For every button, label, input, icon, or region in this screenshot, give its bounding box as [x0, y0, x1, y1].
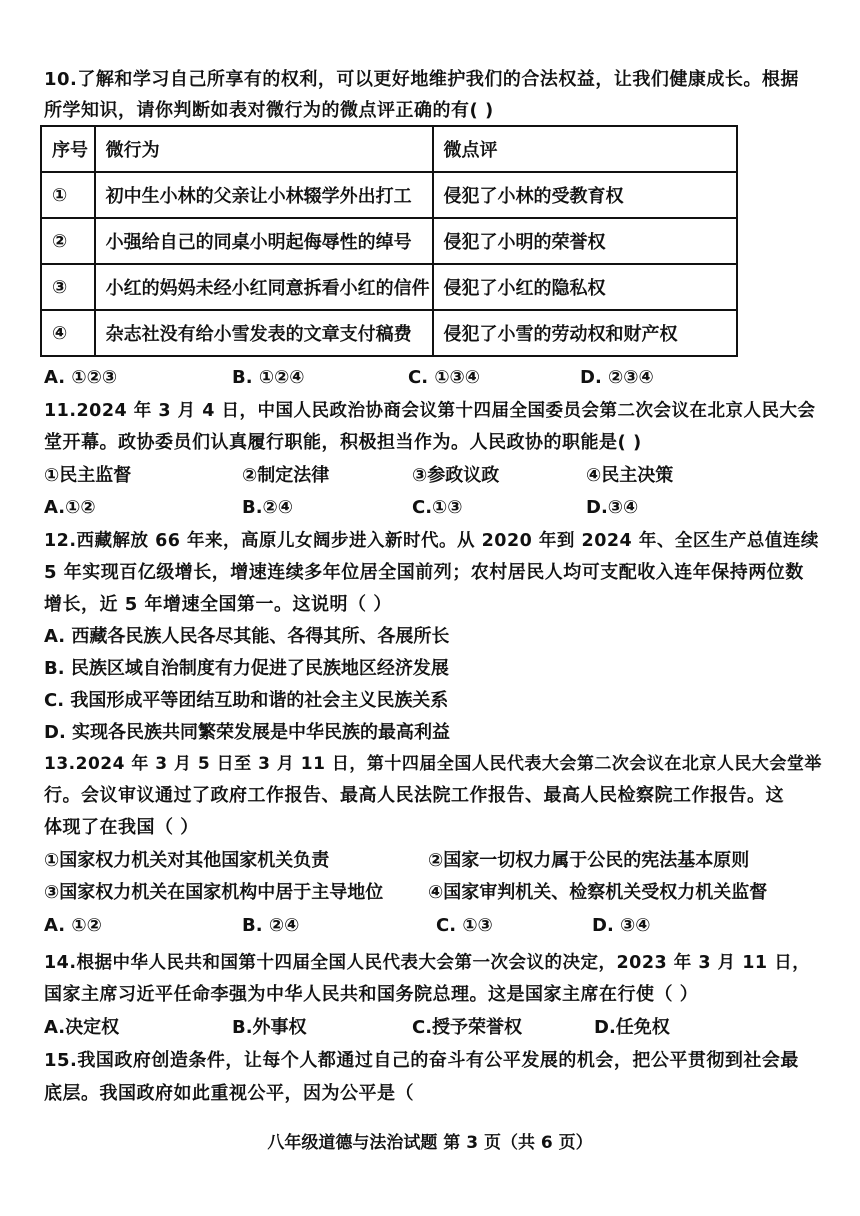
table-row — [41, 264, 737, 310]
q12-stem-line3: 增长，近 5 年增速全国第一。这说明（ ） — [44, 594, 392, 615]
row-comment: 侵犯了小红的隐私权 — [433, 264, 737, 310]
row-index: ① — [41, 172, 95, 218]
table-row — [41, 172, 737, 218]
q11-option-a: A.①② — [44, 497, 96, 518]
q13-option-b: B. ②④ — [242, 915, 300, 936]
q11-item-3: ③参政议政 — [412, 465, 500, 486]
header-comment: 微点评 — [433, 126, 737, 172]
q14-option-d: D.任免权 — [594, 1017, 670, 1038]
q12-option-b: B. 民族区域自治制度有力促进了民族地区经济发展 — [44, 658, 449, 679]
row-comment: 侵犯了小明的荣誉权 — [433, 218, 737, 264]
q15-stem-line2: 底层。我国政府如此重视公平，因为公平是（ — [44, 1083, 414, 1104]
q12-stem-line2: 5 年实现百亿级增长，增速连续多年位居全国前列；农村居民人均可支配收入连年保持两位数 — [44, 562, 804, 583]
row-index: ② — [41, 218, 95, 264]
q13-stem-line1: 13.2024 年 3 月 5 日至 3 月 11 日，第十四届全国人民代表大会第二次会议在北京人民大会堂举 — [44, 754, 822, 774]
row-index: ④ — [41, 310, 95, 356]
q13-item-4: ④国家审判机关、检察机关受权力机关监督 — [428, 882, 768, 903]
q10-table — [40, 125, 738, 357]
row-comment: 侵犯了小雪的劳动权和财产权 — [433, 310, 737, 356]
q10-option-c: C. ①③④ — [408, 367, 481, 388]
header-behavior: 微行为 — [95, 126, 433, 172]
q13-item-2: ②国家一切权力属于公民的宪法基本原则 — [428, 850, 750, 871]
q14-option-a: A.决定权 — [44, 1017, 120, 1038]
row-behavior: 杂志社没有给小雪发表的文章支付稿费 — [95, 310, 433, 356]
page-footer: 八年级道德与法治试题 第 3 页（共 6 页） — [267, 1133, 593, 1153]
q11-item-2: ②制定法律 — [242, 465, 330, 486]
q12-stem-line1: 12.西藏解放 66 年来，高原儿女阔步进入新时代。从 2020 年到 2024 年、全区生产总值连续 — [44, 531, 819, 551]
q15-stem-line1: 15.我国政府创造条件，让每个人都通过自己的奋斗有公平发展的机会，把公平贯彻到社会最 — [44, 1050, 799, 1071]
q10-stem-line2: 所学知识，请你判断如表对微行为的微点评正确的有( ) — [44, 100, 494, 121]
q13-stem-line3: 体现了在我国（ ） — [44, 817, 199, 838]
q14-stem-line2: 国家主席习近平任命李强为中华人民共和国务院总理。这是国家主席在行使（ ） — [44, 984, 699, 1005]
row-behavior: 小强给自己的同桌小明起侮辱性的绰号 — [95, 218, 433, 264]
q11-item-4: ④民主决策 — [586, 465, 674, 486]
q11-item-1: ①民主监督 — [44, 465, 132, 486]
q11-stem-line2: 堂开幕。政协委员们认真履行职能，积极担当作为。人民政协的职能是( ) — [44, 432, 642, 453]
q13-option-c: C. ①③ — [436, 915, 493, 936]
q10-option-d: D. ②③④ — [580, 367, 654, 388]
q14-stem-line1: 14.根据中华人民共和国第十四届全国人民代表大会第一次会议的决定，2023 年 3 月 11 日， — [44, 953, 811, 973]
q13-item-1: ①国家权力机关对其他国家机关负责 — [44, 850, 330, 871]
table-header-row — [41, 126, 737, 172]
q14-option-c: C.授予荣誉权 — [412, 1017, 523, 1038]
row-index: ③ — [41, 264, 95, 310]
q14-option-b: B.外事权 — [232, 1017, 307, 1038]
header-index: 序号 — [41, 126, 95, 172]
q12-option-a: A. 西藏各民族人民各尽其能、各得其所、各展所长 — [44, 626, 450, 647]
q11-option-d: D.③④ — [586, 497, 639, 518]
q11-option-b: B.②④ — [242, 497, 294, 518]
table-row — [41, 218, 737, 264]
table-row — [41, 310, 737, 356]
q13-option-d: D. ③④ — [592, 915, 651, 936]
q13-stem-line2: 行。会议审议通过了政府工作报告、最高人民法院工作报告、最高人民检察院工作报告。这 — [44, 785, 784, 806]
q11-stem-line1: 11.2024 年 3 月 4 日，中国人民政治协商会议第十四届全国委员会第二次会议在北京人民大会 — [44, 401, 816, 421]
row-behavior: 小红的妈妈未经小红同意拆看小红的信件 — [95, 264, 433, 310]
row-behavior: 初中生小林的父亲让小林辍学外出打工 — [95, 172, 433, 218]
q10-option-b: B. ①②④ — [232, 367, 305, 388]
q12-option-d: D. 实现各民族共同繁荣发展是中华民族的最高利益 — [44, 722, 451, 743]
row-comment: 侵犯了小林的受教育权 — [433, 172, 737, 218]
q11-option-c: C.①③ — [412, 497, 463, 518]
q10-option-a: A. ①②③ — [44, 367, 118, 388]
q12-option-c: C. 我国形成平等团结互助和谐的社会主义民族关系 — [44, 690, 449, 711]
q10-stem-line1: 10.了解和学习自己所享有的权利，可以更好地维护我们的合法权益，让我们健康成长。根据 — [44, 69, 799, 90]
q13-option-a: A. ①② — [44, 915, 102, 936]
q13-item-3: ③国家权力机关在国家机构中居于主导地位 — [44, 882, 384, 903]
